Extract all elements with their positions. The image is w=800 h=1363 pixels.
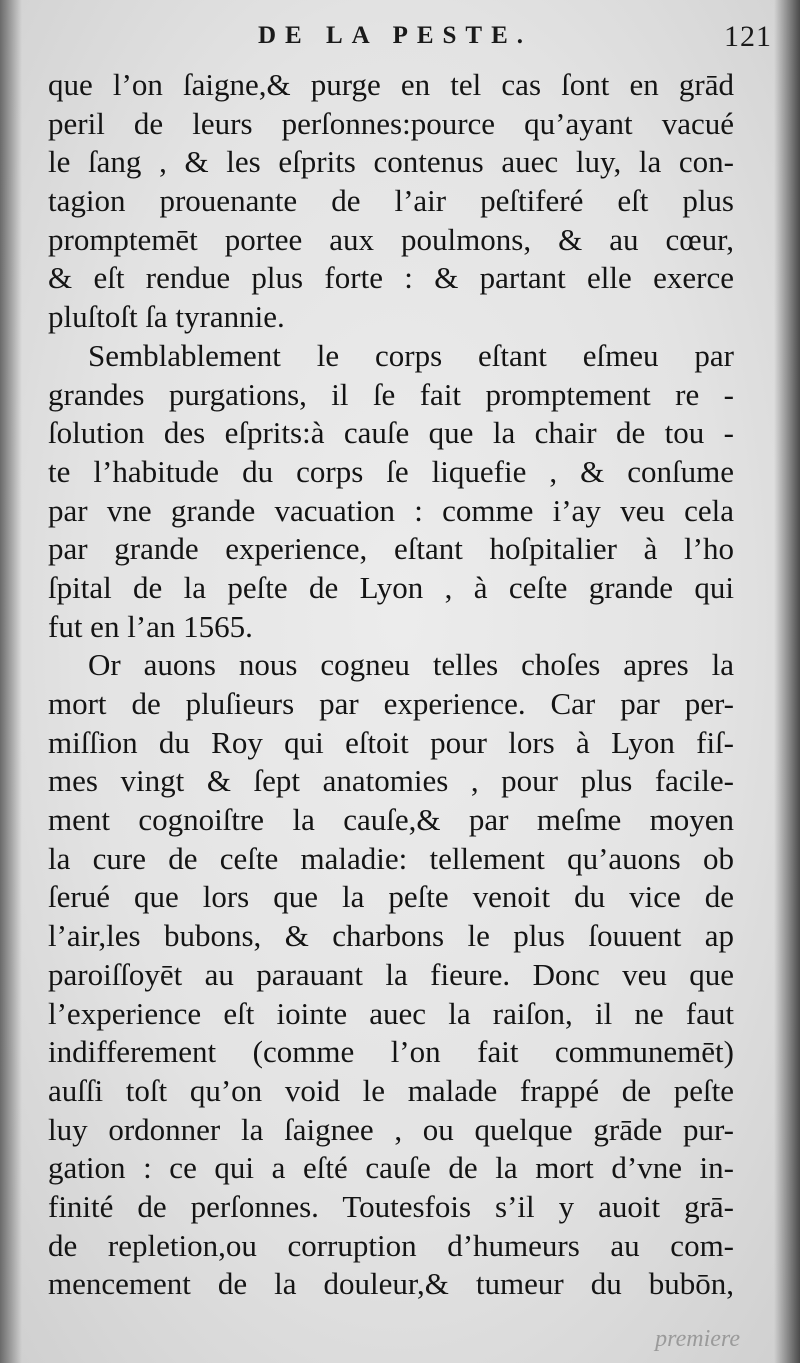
text-line: ment cognoiſtre la cauſe,& par meſme moyen xyxy=(48,802,734,838)
paragraph-first-line: Or auons nous cogneu telles choſes apres la xyxy=(88,647,734,683)
text-line: la cure de ceſte maladie: tellement qu’auons ob xyxy=(48,840,734,876)
text-line: par vne grande vacuation : comme i’ay veu cela xyxy=(48,492,734,528)
text-line: miſſion du Roy qui eſtoit pour lors à Lyon fiſ- xyxy=(48,724,734,760)
text-line: que l’on ſaigne,& purge en tel cas ſont en grād xyxy=(48,67,734,102)
running-title: DE LA PESTE. xyxy=(258,22,533,49)
text-line: finité de perſonnes. Toutesfois s’il y auoit grā- xyxy=(48,1188,734,1224)
body-text xyxy=(48,66,734,1304)
text-line: l’experience eſt iointe auec la raiſon, il ne faut xyxy=(48,995,734,1031)
text-line: gation : ce qui a eſté cauſe de la mort d’vne in- xyxy=(48,1150,734,1186)
text-line: de repletion,ou corruption d’humeurs au com- xyxy=(48,1227,734,1263)
paragraph-first-line: Semblablement le corps eſtant eſmeu par xyxy=(88,337,734,373)
text-line: mes vingt & ſept anatomies , pour plus facile- xyxy=(48,763,734,799)
text-line: te l’habitude du corps ſe liquefie , & conſume xyxy=(48,453,734,489)
text-line: promptemēt portee aux poulmons, & au cœur, xyxy=(48,221,734,257)
catchword: premiere xyxy=(655,1326,740,1352)
text-line: grandes purgations, il ſe fait promptement re - xyxy=(48,376,734,412)
text-line: par grande experience, eſtant hoſpitalier à l’ho xyxy=(48,531,734,567)
text-line: mencement de la douleur,& tumeur du bubōn, xyxy=(48,1266,734,1302)
text-line: paroiſſoyēt au parauant la fieure. Donc veu que xyxy=(48,956,734,992)
page-edge-shadow xyxy=(774,0,800,1363)
page-header xyxy=(250,22,772,62)
text-line: auſſi toſt qu’on void le malade frappé de peſte xyxy=(48,1072,734,1108)
text-line: tagion prouenante de l’air peſtiferé eſt plus xyxy=(48,183,734,219)
text-line: fut en l’an 1565. xyxy=(48,608,253,644)
text-line: ſerué que lors que la peſte venoit du vice de xyxy=(48,879,734,915)
binding-shadow xyxy=(0,0,22,1363)
text-line: ſpital de la peſte de Lyon , à ceſte grande qui xyxy=(48,569,734,605)
text-line: l’air,les bubons, & charbons le plus ſouuent ap xyxy=(48,918,734,954)
text-line: peril de leurs perſonnes:pource qu’ayant vacué xyxy=(48,105,734,141)
text-line: mort de pluſieurs par experience. Car par per- xyxy=(48,686,734,721)
text-line: luy ordonner la ſaignee , ou quelque grāde pur- xyxy=(48,1111,734,1147)
text-line: pluſtoſt ſa tyrannie. xyxy=(48,299,285,335)
text-line: ſolution des eſprits:à cauſe que la chair de tou - xyxy=(48,415,734,451)
page-number: 121 xyxy=(724,20,772,53)
text-line: indifferement (comme l’on fait communemēt) xyxy=(48,1034,734,1070)
text-line: le ſang , & les eſprits contenus auec luy, la con- xyxy=(48,144,734,180)
text-line: & eſt rendue plus forte : & partant elle exerce xyxy=(48,260,734,296)
